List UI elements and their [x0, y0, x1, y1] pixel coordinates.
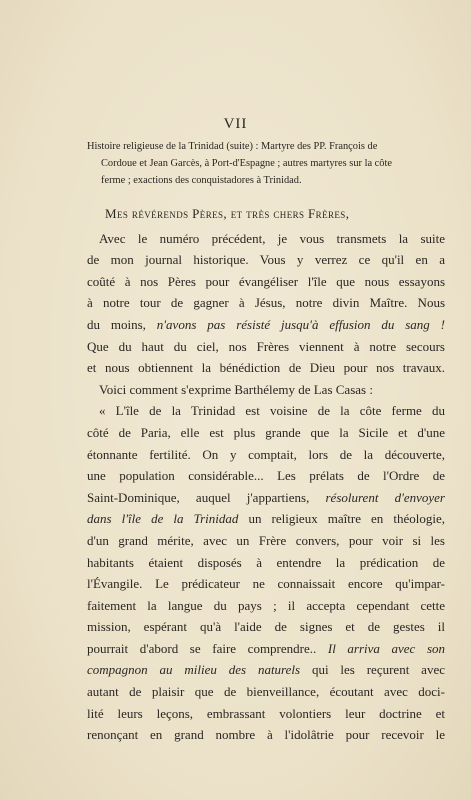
text-line — [87, 659, 445, 681]
text-line: « L'île de la Trinidad est voisine de la côte ferme du — [99, 403, 445, 419]
text-fragment: pourrait d'abord se faire comprendre.. — [87, 640, 328, 656]
text-line: étonnante fertilité. On y comptait, lors de la découverte, — [87, 446, 445, 462]
text-line: lité leurs leçons, embrassant volontiers leur doctrine et — [87, 705, 445, 721]
text-line: d'un grand mérite, avec un Frère convers, pour voir si les — [87, 532, 445, 548]
text-line: et nous obtiennent la bénédiction de Dieu pour nos travaux. — [87, 360, 445, 376]
text-line: une population considérable... Les prélats de l'Ordre de — [87, 468, 445, 484]
italic-fragment: Il arriva avec son — [327, 640, 445, 656]
text-line: faitement la langue du pays ; il accepta cependant cette — [87, 597, 445, 613]
text-line: mission, espérant qu'à l'aide de signes et de gestes il — [87, 619, 445, 635]
italic-fragment: compagnon au milieu des naturels — [87, 662, 301, 678]
text-line: coûté à nos Pères pour évangéliser l'île que nous essayons — [87, 273, 445, 289]
summary-line: Histoire religieuse de la Trinidad (suite) : Martyre des PP. François de — [87, 141, 378, 152]
text-fragment: un religieux maître en théologie, — [238, 511, 445, 527]
chapter-summary — [87, 138, 444, 189]
text-line: autant de plaisir que de bienveillance, écoutant avec doci- — [87, 684, 445, 700]
text-line — [87, 638, 445, 660]
text-line: Que du haut du ciel, nos Frères viennent à notre secours — [87, 338, 445, 354]
text-fragment: qui les reçurent avec — [300, 662, 445, 678]
summary-line: Cordoue et Jean Garcès, à Port-d'Espagne ; autres martyres sur la côte — [101, 158, 392, 169]
text-line — [87, 487, 445, 509]
text-line: de mon journal historique. Vous y verrez ce qu'il en a — [87, 252, 445, 268]
text-line: l'Évangile. Le prédicateur ne connaissait encore qu'impar- — [87, 576, 445, 592]
text-line: renonçant en grand nombre à l'idolâtrie pour recevoir le — [87, 727, 445, 743]
italic-fragment: dans l'île de la Trinidad — [87, 511, 239, 527]
chapter-number: VII — [223, 116, 248, 132]
text-fragment: Saint-Dominique, auquel j'appartiens, — [87, 489, 326, 505]
text-line: côté de Paria, elle est plus grande que la Sicile et d'une — [87, 424, 445, 440]
text-line: Avec le numéro précédent, je vous transmets la suite — [99, 230, 445, 246]
text-line — [87, 314, 445, 336]
text-line: Voici comment s'exprime Barthélemy de Las Casas : — [99, 381, 373, 397]
text-line — [87, 508, 445, 530]
italic-fragment: n'avons pas résisté jusqu'à effusion du sang ! — [156, 316, 445, 332]
italic-fragment: résolurent d'envoyer — [325, 489, 445, 505]
letter-body — [87, 203, 445, 746]
text-line: habitants étaient disposés à entendre la prédication de — [87, 554, 445, 570]
text-line: à notre tour de gagner à Jésus, notre divin Maître. Nous — [87, 295, 445, 311]
salutation: Mes révérends Pères, et très chers Frères, — [105, 206, 350, 221]
text-fragment: du moins, — [87, 316, 157, 332]
summary-line: ferme ; exactions des conquistadores à Trinidad. — [101, 175, 302, 186]
